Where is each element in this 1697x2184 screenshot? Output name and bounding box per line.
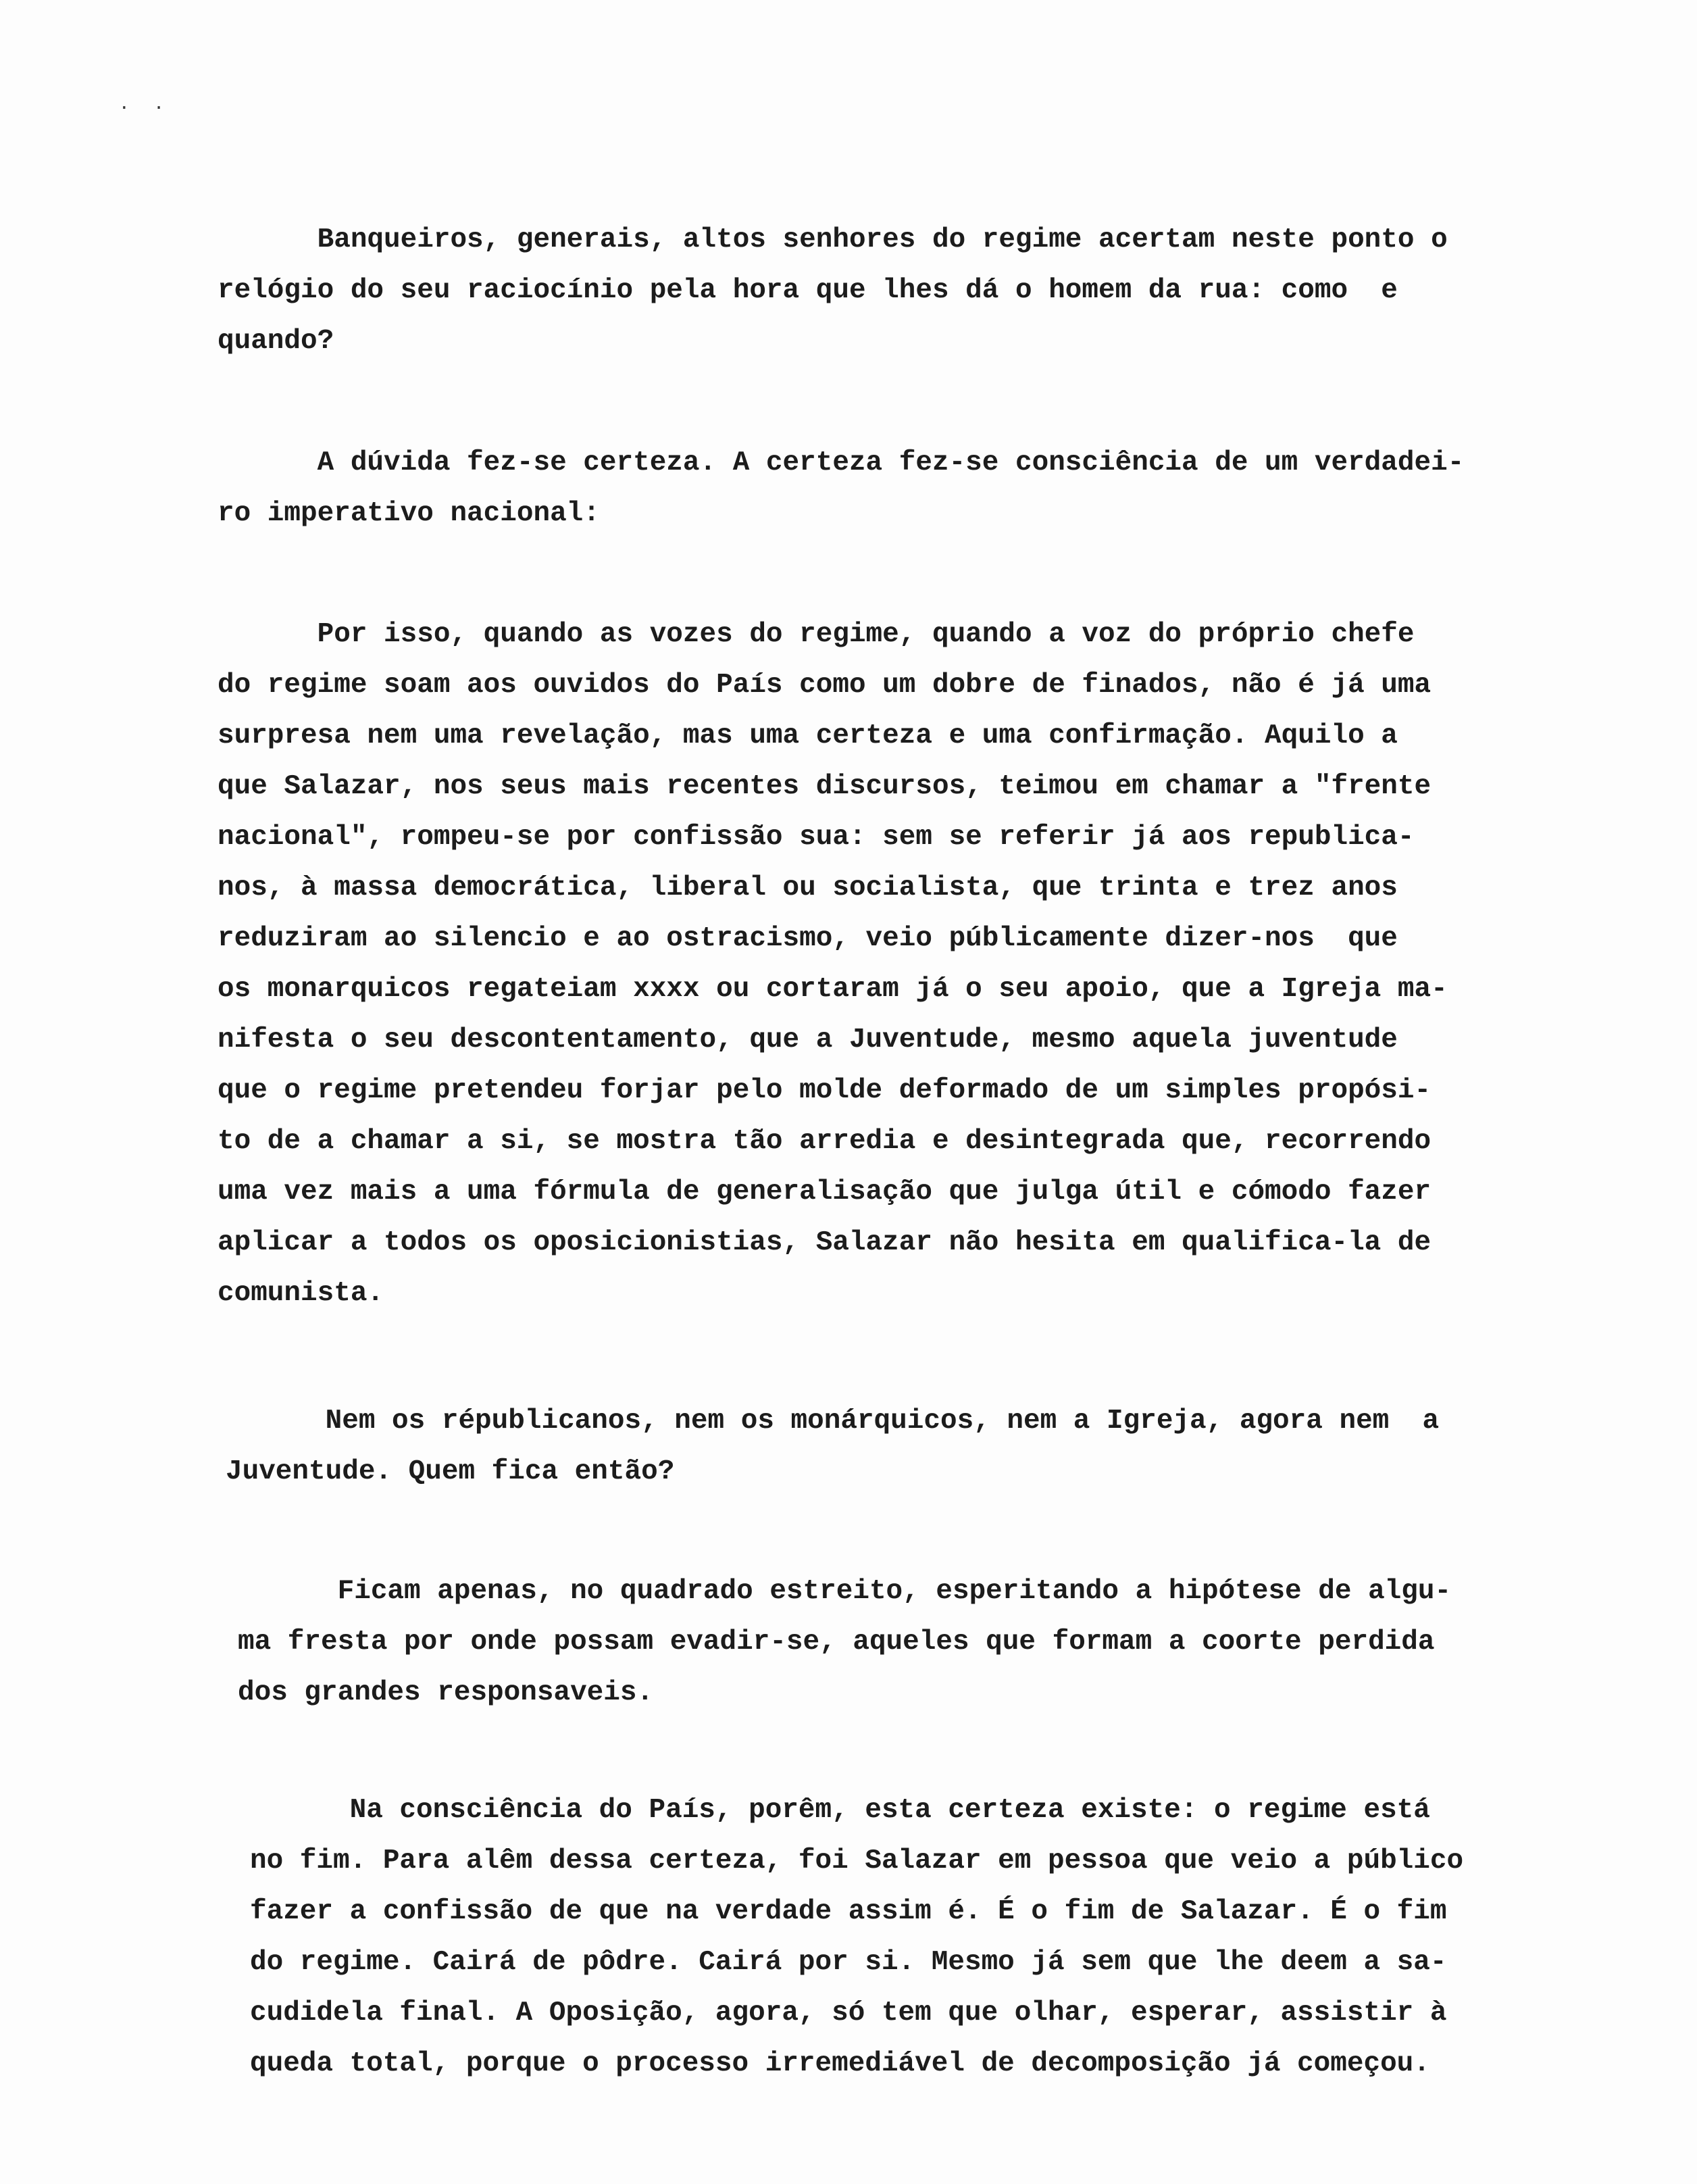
paragraph-indent — [226, 1406, 326, 1437]
text-line: fazer a confissão de que na verdade assim é. É o fim de Salazar. É o fim — [250, 1896, 1447, 1927]
paragraph-6 — [250, 1785, 1574, 2089]
text-line: reduziram ao silencio e ao ostracismo, veio públicamente dizer-nos que — [218, 923, 1398, 954]
text-line: A dúvida fez-se certeza. A certeza fez-se consciência de um verdadei- — [218, 438, 1542, 489]
text-line: do regime. Cairá de pôdre. Cairá por si. Mesmo já sem que lhe deem a sa- — [250, 1947, 1447, 1978]
paragraph-4 — [226, 1396, 1550, 1497]
paragraph-5 — [238, 1566, 1562, 1718]
text-line: Banqueiros, generais, altos senhores do regime acertam neste ponto o — [218, 215, 1542, 266]
text-line: nacional", rompeu-se por confissão sua: sem se referir já aos republica- — [218, 822, 1415, 853]
text-line: nifesta o seu descontentamento, que a Juventude, mesmo aquela juventude — [218, 1024, 1398, 1056]
paragraph-indent — [218, 447, 318, 478]
text-line: comunista. — [218, 1278, 384, 1309]
text-line: no fim. Para alêm dessa certeza, foi Salazar em pessoa que veio a público — [250, 1845, 1464, 1877]
text-line: surpresa nem uma revelação, mas uma certeza e uma confirmação. Aquilo a — [218, 720, 1398, 751]
text-line: Ficam apenas, no quadrado estreito, esperitando a hipótese de algu- — [238, 1566, 1562, 1617]
corner-mark: . . — [119, 93, 171, 114]
paragraph-3 — [218, 610, 1542, 1319]
text-line: nos, à massa democrática, liberal ou socialista, que trinta e trez anos — [218, 872, 1398, 903]
text-line: relógio do seu raciocínio pela hora que lhes dá o homem da rua: como e — [218, 275, 1398, 306]
text-line: queda total, porque o processo irremediável de decomposição já começou. — [250, 2048, 1430, 2079]
paragraph-indent — [218, 619, 318, 650]
text-line: Por isso, quando as vozes do regime, quando a voz do próprio chefe — [218, 610, 1542, 660]
text-line: que Salazar, nos seus mais recentes discursos, teimou em chamar a "frente — [218, 771, 1432, 802]
text-line: os monarquicos regateiam xxxx ou cortaram já o seu apoio, que a Igreja ma- — [218, 974, 1448, 1005]
text-line: Juventude. Quem fica então? — [226, 1456, 675, 1487]
paragraph-indent — [238, 1576, 338, 1607]
text-line: quando? — [218, 326, 334, 357]
text-line: cudidela final. A Oposição, agora, só tem que olhar, esperar, assistir à — [250, 1997, 1447, 2029]
text-line: dos grandes responsaveis. — [238, 1677, 654, 1708]
text-line: ro imperativo nacional: — [218, 498, 600, 529]
text-line: do regime soam aos ouvidos do País como um dobre de finados, não é já uma — [218, 670, 1432, 701]
paragraph-2 — [218, 438, 1542, 539]
text-line: uma vez mais a uma fórmula de generalisação que julga útil e cómodo fazer — [218, 1176, 1432, 1208]
paragraph-1 — [218, 215, 1542, 367]
text-line: aplicar a todos os oposicionistias, Salazar não hesita em qualifica-la de — [218, 1227, 1432, 1258]
paragraph-indent — [218, 224, 318, 255]
paragraph-indent — [250, 1795, 350, 1826]
text-line: Na consciência do País, porêm, esta certeza existe: o regime está — [250, 1785, 1574, 1836]
text-line: to de a chamar a si, se mostra tão arredia e desintegrada que, recorrendo — [218, 1126, 1432, 1157]
text-line: Nem os républicanos, nem os monárquicos, nem a Igreja, agora nem a — [226, 1396, 1550, 1447]
text-line: que o regime pretendeu forjar pelo molde deformado de um simples propósi- — [218, 1075, 1432, 1106]
text-line: ma fresta por onde possam evadir-se, aqueles que formam a coorte perdida — [238, 1627, 1435, 1658]
